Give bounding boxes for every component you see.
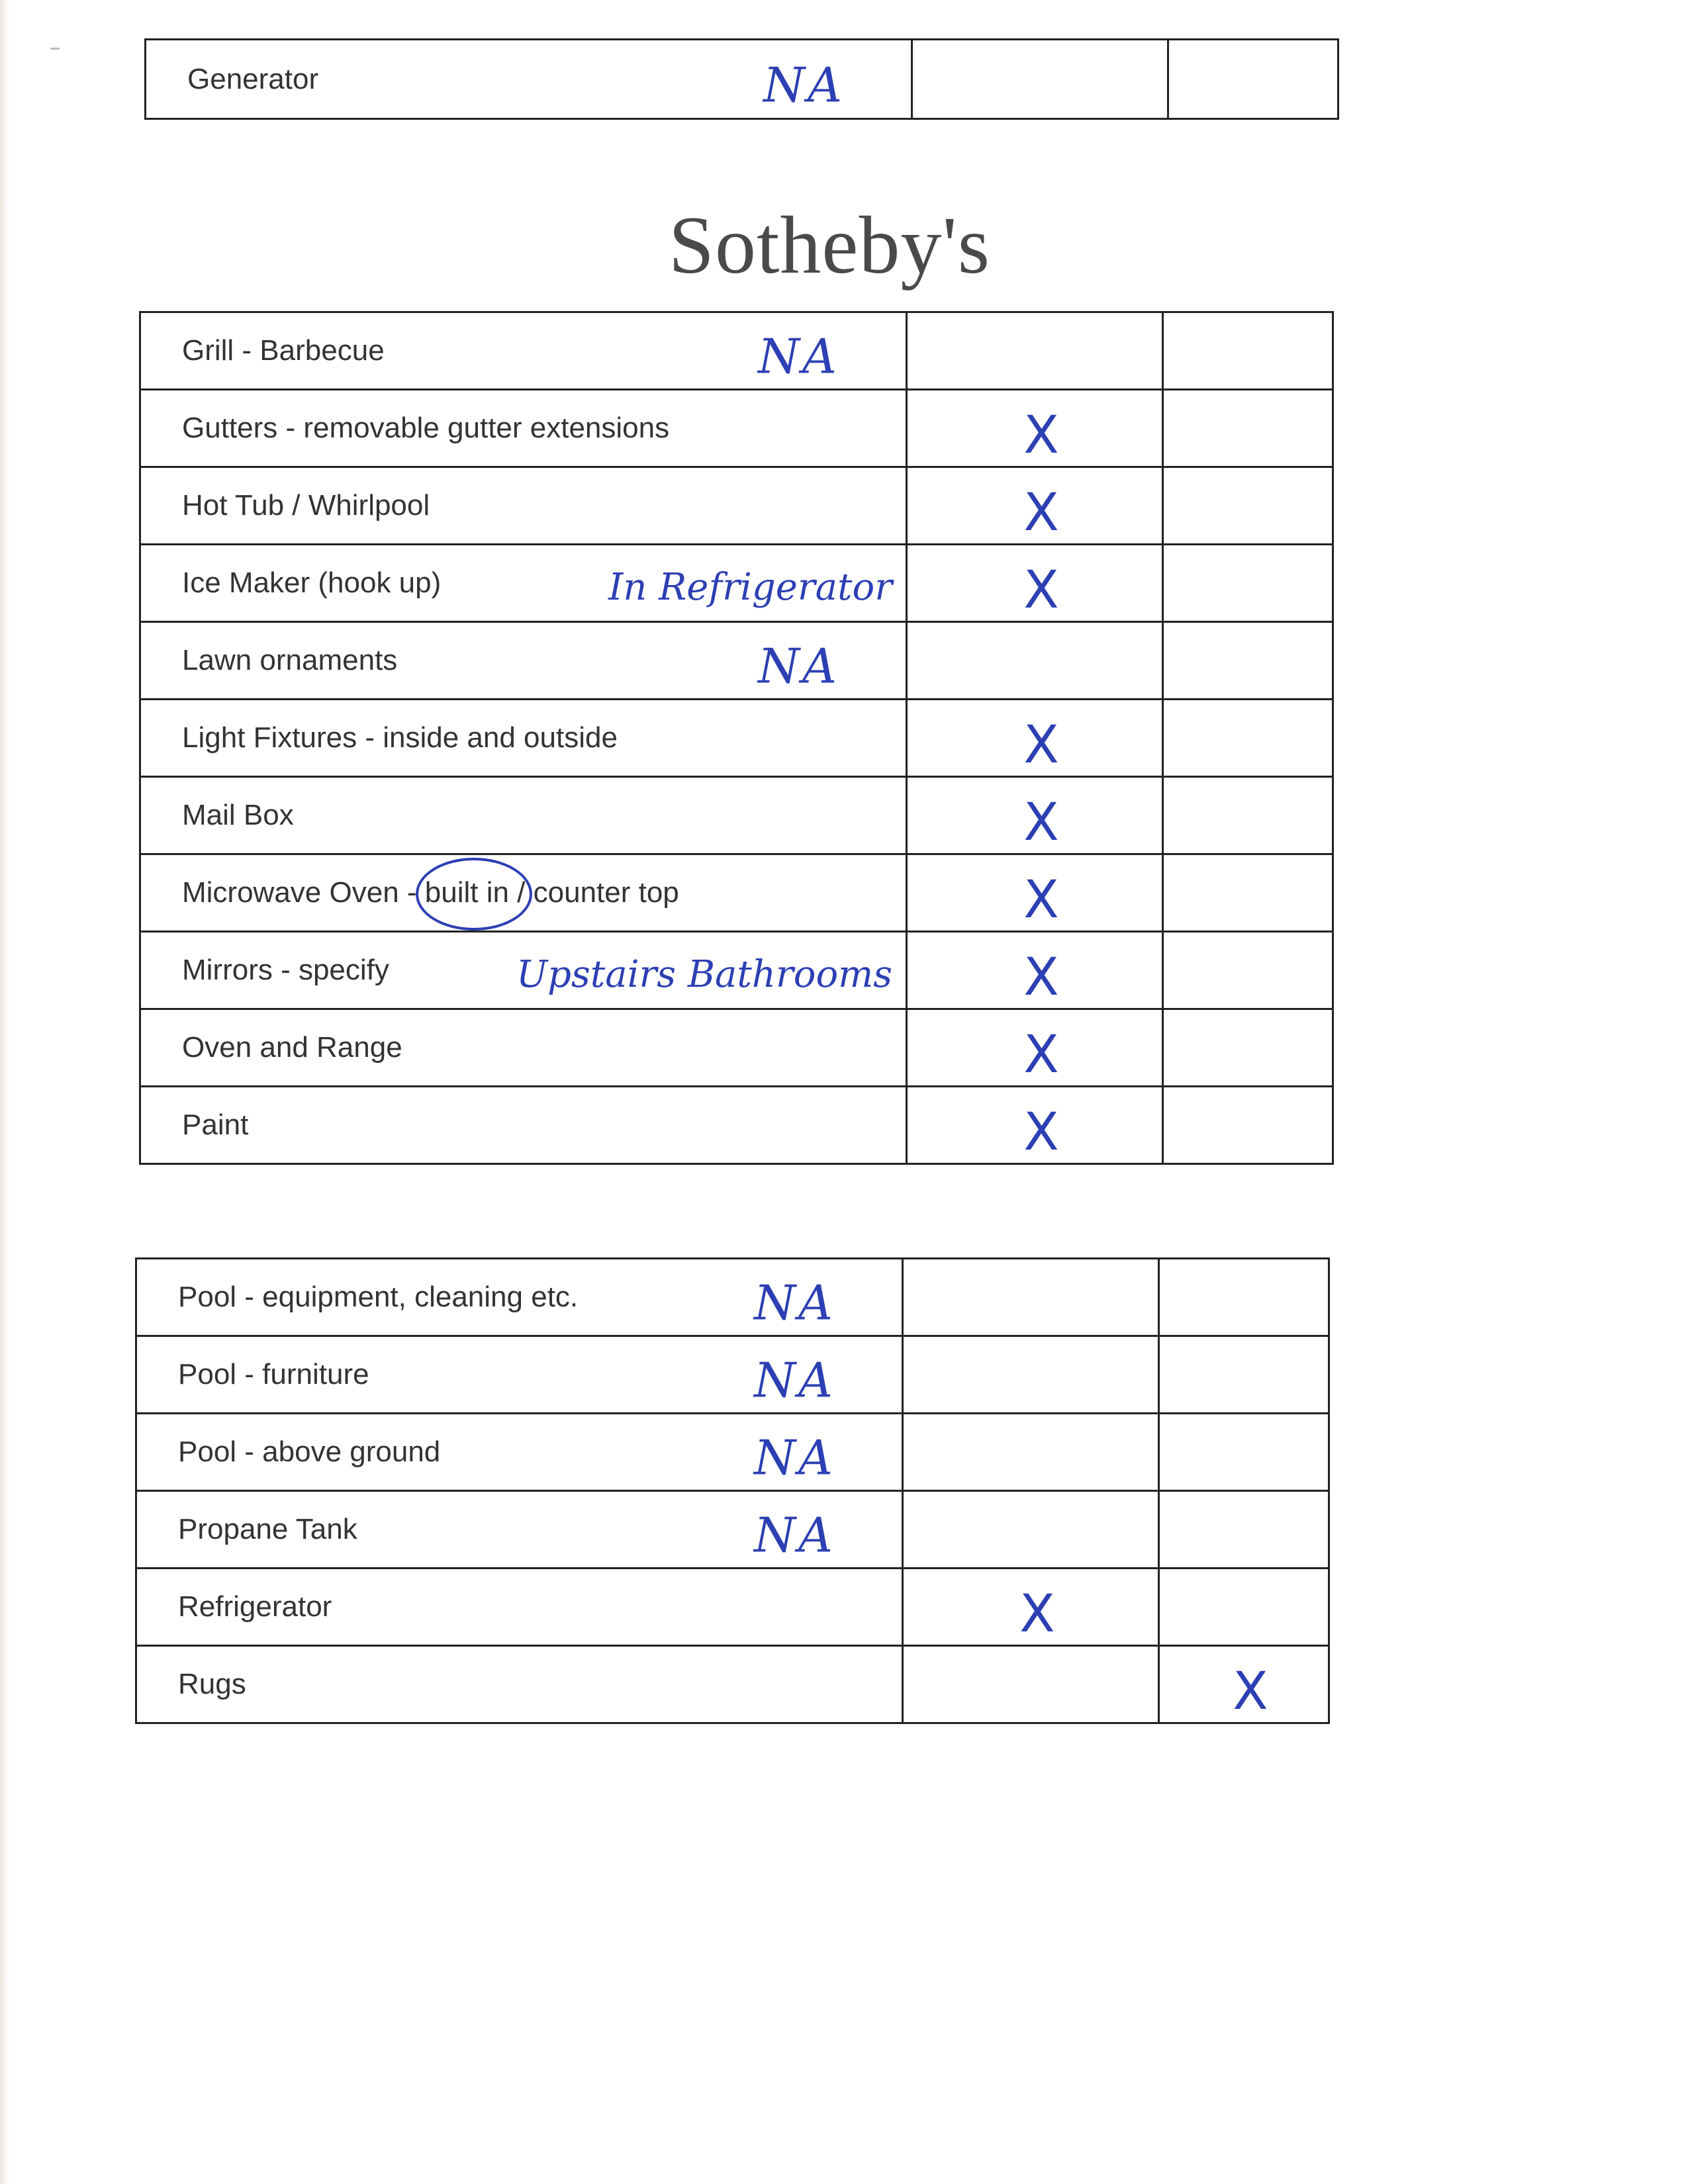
- table-row: [140, 1087, 1333, 1164]
- table-row: [140, 932, 1333, 1009]
- checkbox-cell-b[interactable]: [1163, 777, 1333, 854]
- checkbox-cell-b[interactable]: [1163, 854, 1333, 932]
- table-row: [140, 390, 1333, 467]
- checkbox-cell-b[interactable]: [1159, 1491, 1329, 1569]
- table-row: [140, 622, 1333, 700]
- handwritten-note: NA: [758, 328, 839, 385]
- handwritten-note: NA: [754, 1507, 835, 1563]
- checkbox-cell-a[interactable]: [903, 1259, 1159, 1336]
- table-row: [136, 1646, 1329, 1723]
- item-cell: [146, 40, 912, 119]
- checkbox-cell-b[interactable]: [1163, 390, 1333, 467]
- item-label: Refrigerator: [178, 1590, 332, 1623]
- checklist-body: [136, 1259, 1329, 1723]
- check-mark: X: [1023, 1024, 1059, 1085]
- item-label: Gutters - removable gutter extensions: [182, 412, 670, 444]
- checkbox-cell-a[interactable]: [903, 1569, 1159, 1646]
- table-row: [140, 854, 1333, 932]
- handwritten-note: NA: [754, 1275, 835, 1331]
- checkbox-cell-b[interactable]: [1163, 622, 1333, 700]
- item-label: Mirrors - specify: [182, 954, 389, 986]
- checkbox-cell-b[interactable]: [1163, 1087, 1333, 1164]
- item-cell: [140, 1087, 907, 1164]
- item-label: Paint: [182, 1109, 249, 1141]
- table-row: [140, 700, 1333, 777]
- table-row: [140, 467, 1333, 545]
- check-mark: X: [1023, 870, 1059, 930]
- table-row: [146, 40, 1338, 119]
- check-mark: X: [1023, 1102, 1059, 1162]
- checkbox-cell-b[interactable]: [1159, 1646, 1329, 1723]
- scan-speck: [50, 48, 60, 50]
- checkbox-cell-a[interactable]: [907, 1009, 1163, 1087]
- checkbox-cell-b[interactable]: [1159, 1336, 1329, 1414]
- item-label: Ice Maker (hook up): [182, 567, 442, 599]
- item-label: Generator: [187, 62, 319, 95]
- item-label: Microwave Oven - built in / counter top: [182, 876, 679, 909]
- item-label: Pool - equipment, cleaning etc.: [178, 1281, 579, 1313]
- item-cell: [140, 390, 907, 467]
- handwritten-note: NA: [754, 1430, 835, 1486]
- checklist-body: [146, 40, 1338, 119]
- table-row: [136, 1336, 1329, 1414]
- checkbox-cell-a[interactable]: [903, 1336, 1159, 1414]
- handwritten-circle: [416, 858, 532, 931]
- item-label: Oven and Range: [182, 1031, 402, 1064]
- checkbox-cell-a[interactable]: [907, 312, 1163, 390]
- handwritten-note: NA: [758, 638, 839, 694]
- checklist-table-middle: [139, 311, 1334, 1165]
- check-mark: X: [1019, 1584, 1055, 1644]
- handwritten-note: In Refrigerator: [608, 566, 892, 609]
- checklist-body: [140, 312, 1333, 1164]
- check-mark: X: [1023, 405, 1059, 465]
- checkbox-cell-a[interactable]: [907, 622, 1163, 700]
- table-row: [136, 1259, 1329, 1336]
- item-label: Light Fixtures - inside and outside: [182, 721, 618, 754]
- item-cell: [140, 700, 907, 777]
- checkbox-cell-a[interactable]: [907, 777, 1163, 854]
- handwritten-note: NA: [754, 1352, 835, 1408]
- checkbox-cell-a[interactable]: [907, 1087, 1163, 1164]
- item-cell: [136, 1569, 903, 1646]
- item-label: Mail Box: [182, 799, 294, 831]
- checkbox-cell-a[interactable]: [903, 1646, 1159, 1723]
- table-row: [140, 1009, 1333, 1087]
- check-mark: X: [1023, 947, 1059, 1007]
- item-cell: [140, 312, 907, 390]
- item-cell: [136, 1491, 903, 1569]
- item-cell: [140, 777, 907, 854]
- checklist-table-bottom: [135, 1257, 1330, 1724]
- item-label: Grill - Barbecue: [182, 334, 385, 367]
- item-cell: [136, 1336, 903, 1414]
- checklist-table-top: [144, 38, 1339, 120]
- checkbox-cell-b[interactable]: [1163, 1009, 1333, 1087]
- table-row: [140, 777, 1333, 854]
- checkbox-cell-a[interactable]: [903, 1414, 1159, 1491]
- checkbox-cell-a[interactable]: [907, 390, 1163, 467]
- item-cell: [136, 1646, 903, 1723]
- table-row: [136, 1569, 1329, 1646]
- checkbox-cell-b[interactable]: [1168, 40, 1338, 119]
- item-cell: [136, 1259, 903, 1336]
- checkbox-cell-b[interactable]: [1159, 1259, 1329, 1336]
- handwritten-note: Upstairs Bathrooms: [516, 953, 892, 996]
- table-row: [140, 545, 1333, 622]
- checkbox-cell-b[interactable]: [1159, 1414, 1329, 1491]
- table-row: [136, 1414, 1329, 1491]
- item-cell: [140, 467, 907, 545]
- checkbox-cell-b[interactable]: [1163, 312, 1333, 390]
- table-row: [140, 312, 1333, 390]
- brand-logo-text: Sotheby's: [669, 200, 991, 291]
- checkbox-cell-a[interactable]: [907, 854, 1163, 932]
- check-mark: X: [1233, 1661, 1268, 1721]
- item-cell: [140, 1009, 907, 1087]
- item-label: Pool - furniture: [178, 1358, 369, 1390]
- table-row: [136, 1491, 1329, 1569]
- item-label: Propane Tank: [178, 1513, 357, 1545]
- checkbox-cell-b[interactable]: [1163, 700, 1333, 777]
- check-mark: X: [1023, 715, 1059, 775]
- checkbox-cell-a[interactable]: [907, 932, 1163, 1009]
- checkbox-cell-b[interactable]: [1159, 1569, 1329, 1646]
- check-mark: X: [1023, 482, 1059, 543]
- checkbox-cell-b[interactable]: [1163, 932, 1333, 1009]
- checkbox-cell-a[interactable]: [907, 700, 1163, 777]
- item-label: Rugs: [178, 1668, 246, 1700]
- item-cell: [140, 545, 907, 622]
- checkbox-cell-a[interactable]: [907, 467, 1163, 545]
- scan-edge: [0, 0, 9, 2184]
- check-mark: X: [1023, 792, 1059, 852]
- item-cell: [136, 1414, 903, 1491]
- checkbox-cell-b[interactable]: [1163, 467, 1333, 545]
- item-cell: [140, 622, 907, 700]
- checkbox-cell-a[interactable]: [912, 40, 1168, 119]
- handwritten-note: NA: [763, 56, 845, 113]
- checkbox-cell-b[interactable]: [1163, 545, 1333, 622]
- item-label: Hot Tub / Whirlpool: [182, 489, 430, 522]
- item-label: Pool - above ground: [178, 1435, 441, 1468]
- checkbox-cell-a[interactable]: [903, 1491, 1159, 1569]
- check-mark: X: [1023, 560, 1059, 620]
- item-label: Lawn ornaments: [182, 644, 398, 676]
- item-cell: [140, 932, 907, 1009]
- checkbox-cell-a[interactable]: [907, 545, 1163, 622]
